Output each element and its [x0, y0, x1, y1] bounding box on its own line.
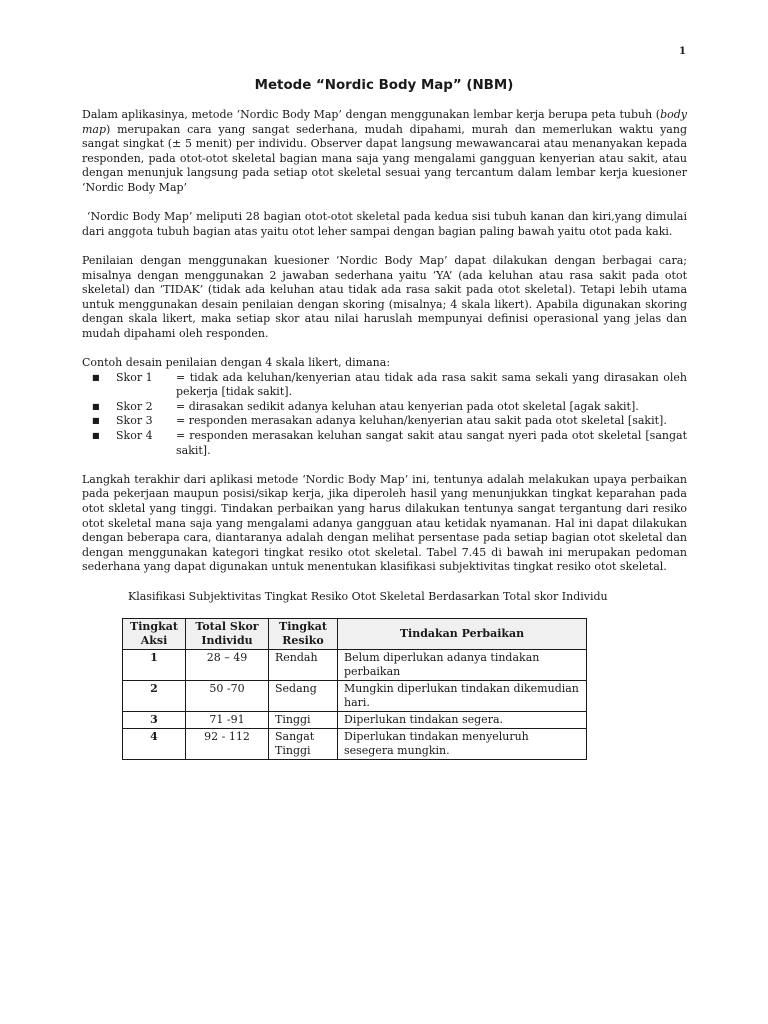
header-tingkat-resiko: Tingkat Resiko: [269, 619, 338, 650]
skor-desc: = tidak ada keluhan/kenyerian atau tidak ada rasa sakit sama sekali yang dirasakan oleh pekerja [tidak sakit].: [176, 370, 687, 399]
risk-classification-table: [122, 618, 587, 760]
skor-list: [82, 371, 687, 459]
cell-score: 28 – 49: [186, 650, 269, 681]
cell-level: 3: [123, 712, 186, 729]
cell-risk: Sedang: [269, 681, 338, 712]
paragraph-assessment: Penilaian dengan menggunakan kuesioner ‘Nordic Body Map’ dapat dilakukan dengan berbagai cara; misalnya dengan menggunakan 2 jawaban sederhana yaitu ‘YA’ (ada keluhan atau rasa sakit pada otot skeletal) dan ‘TIDAK’ (tidak ada keluhan atau tidak ada rasa sakit pada otot skeletal). Tetapi lebih utama untuk menggunakan desain penilaian dengan skoring (misalnya; 4 skala likert). Apabila digunakan skoring dengan skala likert, maka setiap skor atau nilai haruslah mempunyai definisi operasional yang jelas dan mudah dipahami oleh responden.: [82, 253, 687, 340]
list-intro: Contoh desain penilaian dengan 4 skala likert, dimana:: [82, 356, 391, 370]
skor-label: Skor 1: [116, 370, 153, 384]
table-header-row: [123, 619, 587, 650]
list-item: [82, 371, 687, 400]
paragraph-intro-text: Dalam aplikasinya, metode ‘Nordic Body Map’ dengan menggunakan lembar kerja berupa peta tubuh (: [82, 108, 661, 121]
square-bullet-icon: ■: [92, 372, 100, 382]
skor-desc: = responden merasakan keluhan sangat sakit atau sangat nyeri pada otot skeletal [sangat sakit].: [176, 429, 687, 457]
skor-label: Skor 2: [116, 399, 153, 413]
square-bullet-icon: ■: [92, 416, 100, 426]
table-row: [123, 650, 587, 681]
page-number: 1: [679, 46, 686, 57]
paragraph-final-step: Langkah terakhir dari aplikasi metode ‘Nordic Body Map’ ini, tentunya adalah melakukan upaya perbaikan pada pekerjaan maupun posisi/sikap kerja, jika diperoleh hasil yang menunjukkan tingkat keparahan pada otot skletal yang tinggi. Tindakan perbaikan yang harus dilakukan tentunya sangat tergantung dari resiko otot skeletal mana saja yang mengalami adanya gangguan atau ketidak nyamanan. Hal ini dapat dilakukan dengan beberapa cara, diantaranya adalah dengan melihat persentase pada setiap bagian otot skeletal dan dengan menggunakan kategori tingkat resiko otot skeletal. Tabel 7.45 di bawah ini merupakan pedoman sederhana yang dapat digunakan untuk menentukan klasifikasi subjektivitas tingkat resiko otot skeletal.: [82, 472, 687, 574]
skor-desc: = responden merasakan adanya keluhan/kenyerian atau sakit pada otot skeletal [sakit].: [176, 414, 667, 428]
cell-level: 1: [123, 650, 186, 681]
cell-risk: Sangat Tinggi: [269, 729, 338, 760]
cell-score: 92 - 112: [186, 729, 269, 760]
cell-action: Belum diperlukan adanya tindakan perbaikan: [338, 650, 587, 681]
skor-label: Skor 3: [116, 414, 153, 428]
paragraph-intro-text-cont: ) merupakan cara yang sangat sederhana, mudah dipahami, murah dan memerlukan waktu yang sangat singkat (± 5 menit) per individu. Observer dapat langsung mewawancarai atau menanyakan kepada responden, pada otot-otot skeletal bagian mana saja yang mengalami gangguan kenyerian atau sakit, atau dengan menunjuk langsung pada setiap otot skeletal sesuai yang tercantum dalam lembar kerja kuesioner ‘Nordic Body Map’: [82, 122, 687, 194]
document-body: [82, 108, 687, 760]
square-bullet-icon: ■: [92, 401, 100, 411]
cell-score: 71 -91: [186, 712, 269, 729]
skor-desc: = dirasakan sedikit adanya keluhan atau kenyerian pada otot skeletal [agak sakit].: [176, 399, 639, 413]
paragraph-intro: [82, 108, 687, 196]
cell-level: 4: [123, 729, 186, 760]
list-item: [82, 414, 687, 429]
list-item: [82, 429, 687, 458]
paragraph-28-parts: ‘Nordic Body Map’ meliputi 28 bagian otot-otot skeletal pada kedua sisi tubuh kanan dan kiri,yang dimulai dari anggota tubuh bagian atas yaitu otot leher sampai dengan bagian paling bawah yaitu otot pada kaki.: [82, 210, 687, 238]
cell-risk: Rendah: [269, 650, 338, 681]
table-caption: Klasifikasi Subjektivitas Tingkat Resiko Otot Skeletal Berdasarkan Total skor Individu: [128, 589, 608, 603]
header-total-skor: Total Skor Individu: [186, 619, 269, 650]
cell-level: 2: [123, 681, 186, 712]
cell-score: 50 -70: [186, 681, 269, 712]
document-title: Metode “Nordic Body Map” (NBM): [254, 78, 514, 93]
square-bullet-icon: ■: [92, 431, 100, 441]
skor-label: Skor 4: [116, 429, 153, 443]
header-tingkat-aksi: Tingkat Aksi: [123, 619, 186, 650]
cell-risk: Tinggi: [269, 712, 338, 729]
table-row: [123, 681, 587, 712]
table-row: [123, 712, 587, 729]
header-tindakan-perbaikan: Tindakan Perbaikan: [338, 619, 587, 650]
cell-action: Mungkin diperlukan tindakan dikemudian hari.: [338, 681, 587, 712]
paragraph-intro-italic: body map: [82, 108, 687, 136]
table-row: [123, 729, 587, 760]
list-item: [82, 400, 687, 415]
cell-action: Diperlukan tindakan menyeluruh sesegera mungkin.: [338, 729, 587, 760]
cell-action: Diperlukan tindakan segera.: [338, 712, 587, 729]
